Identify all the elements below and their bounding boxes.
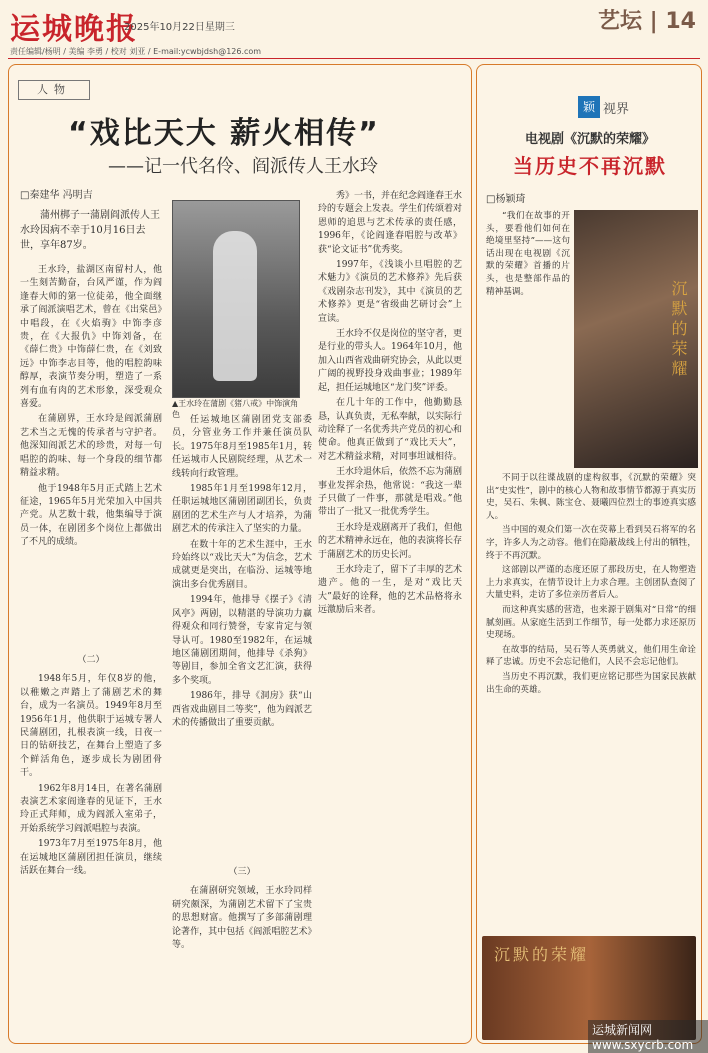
paragraph: 1986年，排导《洞房》获“山西省戏曲剧目二等奖”，他为阎派艺术的传播做出了重要贡献。	[172, 691, 312, 728]
paragraph: 在数十年的艺术生涯中，王水玲始终以“戏比天大”为信念，艺术成就更是突出，在临汾、运城等地演出多台优秀剧目。	[172, 539, 312, 590]
paragraph: 王水玲，盐湖区南留村人，他一生刻苦勤奋，台风严谨，作为阎逢春大师的第一位徒弟，他全面继承了阎派演唱艺术，曾在《出棠邑》中唱段，在《火焰驹》中饰李彦贵，在《大报仇》中饰刘备，在《薛仁贵》中饰薛仁贵，在《刘致远》中饰李志目等，他的唱腔韵味醇厚，表演节奏分明，塑造了一系列有血有肉的艺术形象，深受观众喜爱。	[20, 265, 162, 410]
paragraph: 1985年1月至1998年12月，任职运城地区蒲剧团副团长，负责剧团的艺术生产与人才培养，为蒲剧艺术的传承注入了坚实的力量。	[172, 484, 312, 535]
article-subtitle: ——记一代名伶、阎派传人王水玲	[108, 156, 378, 177]
article-column-1	[20, 264, 162, 644]
paragraph: 王水玲不仅是岗位的坚守者，更是行业的带头人。1964年10月，他加入山西省戏曲研究协会，从此以更广阔的视野投身戏曲事业；1989年起，担任运城地区“龙门奖”评委。	[318, 329, 462, 393]
side-column-body	[486, 472, 696, 932]
paragraph: 在蒲剧研究领域，王水玲同样研究颇深，为蒲剧艺术留下了宝贵的思想财富。他撰写了多部蒲剧理论著作，其中包括《阎派唱腔艺术》等。	[172, 886, 312, 951]
newspaper-logo: 运城晚报	[10, 12, 138, 47]
masthead	[0, 0, 708, 47]
side-column-top	[486, 210, 570, 466]
side-article-title: 电视剧《沉默的荣耀》	[524, 132, 655, 147]
section-number: （二）	[77, 655, 105, 665]
article-intro: 蒲州梆子一蒲剧阎派传人王水玲因病不幸于10月16日去世，享年87岁。	[20, 210, 160, 251]
paragraph: 王水玲走了，留下了丰厚的艺术遗产。他的一生，是对“戏比天大”最好的诠释，他的艺术品格将永远激励后来者。	[318, 564, 462, 616]
paragraph: 不同于以往谍战剧的虚构叙事，《沉默的荣耀》突出“史实性”，剧中的核心人物和故事情节都源于真实历史，吴石、朱枫、陈宝仓、聂曦四位烈士的事迹真实感人。	[486, 473, 696, 521]
paragraph: 1948年5月，年仅8岁的他，以稚嫩之声踏上了蒲剧艺术的舞台，成为一名演员。1949年8月至1956年1月，他供职于运城专署人民蒲剧团，扎根表演一线，日夜一日的钻研技艺，在舞台上塑造了多个鲜活角色，逐步成长为剧团骨干。	[20, 674, 162, 779]
paragraph: 1994年，他排导《摆子》《清风亭》两剧，以精湛的导演功力赢得观众和同行赞誉，专家肯定与领导认可。1980至1982年，在运城地区蒲剧团期间，他排导《杀狗》等剧目，参加全省文艺汇演，获得多个奖项。	[172, 595, 312, 686]
paragraph: 当历史不再沉默，我们更应铭记那些为国家民族献出生命的英雄。	[486, 671, 696, 695]
header-divider	[8, 58, 700, 59]
column-badge-icon: 颖	[578, 96, 600, 118]
paragraph: 在几十年的工作中，他勤勤恳恳，认真负责，无私奉献，以实际行动诠释了一名优秀共产党员的初心和使命。他真正做到了“戏比天大”，对艺术精益求精，对同事坦诚相待。	[318, 398, 462, 462]
column-tag: 人物	[18, 80, 90, 100]
paragraph: 王水玲退休后，依然不忘为蒲剧事业发挥余热，他常说：“我这一辈子只做了一件事，那就是唱戏。”他带出了一批又一批优秀学生。	[318, 467, 462, 518]
article-column-2	[172, 414, 312, 854]
side-article-byline: □杨颖琦	[486, 194, 526, 205]
article-byline: □秦建华 冯明吉	[20, 190, 93, 201]
paragraph: 他于1948年5月正式踏上艺术征途，1965年5月光荣加入中国共产党。从艺数十载，他集编导于演员一体，在剧团多个岗位上都做出了不凡的成绩。	[20, 483, 162, 548]
photo-caption: ▲王水玲在蒲剧《猪八戒》中饰演角色	[172, 399, 299, 419]
article-title: “戏比天大 薪火相传”	[68, 116, 380, 151]
paragraph: 任运城地区蒲剧团党支部委员，分管业务工作并兼任演员队长。1975年8月至1985年1月，转任运城市人民剧院经理，从艺术一线转向行政管理。	[172, 415, 312, 479]
poster-title: 沉默的荣耀	[669, 280, 688, 380]
paragraph: 1973年7月至1975年8月，他在运城地区蒲剧团担任演员，继续活跃在舞台一线。	[20, 839, 162, 877]
paragraph: 而这种真实感的营造，也来源于剧集对“日常”的细腻刻画。从家庭生活到工作细节，每一处都力求还原历史现场。	[486, 604, 696, 641]
article-column-2b	[172, 860, 312, 1038]
paragraph: 这部剧以严谨的态度还原了那段历史，在人物塑造上力求真实，在情节设计上力求合理。主创团队查阅了大量史料，走访了多位亲历者后人。	[486, 565, 696, 601]
section-number: （三）	[228, 867, 256, 877]
article-column-3	[318, 190, 462, 1038]
performer-figure	[213, 231, 257, 381]
paragraph: 1997年，《浅谈小旦唱腔的艺术魅力》《演员的艺术修养》先后获《戏剧杂志刊发》，其中《演员的艺术修养》更是“省级曲艺研讨会”上宣读。	[318, 260, 462, 324]
paragraph: 当中国的观众们第一次在荧幕上看到吴石将军的名字，许多人为之动容。他们在隐蔽战线上付出的牺牲，终于不再沉默。	[486, 525, 696, 561]
paragraph: 在蒲剧界，王水玲是阎派蒲剧艺术当之无愧的传承者与守护者。他深知阎派艺术的珍贵，对每一句唱腔的韵味、每一个身段的细节都精益求精。	[20, 414, 162, 479]
article-photo	[172, 200, 300, 398]
site-watermark: 运城新闻网 www.sxycrb.com	[588, 1020, 708, 1053]
drama-poster	[574, 210, 698, 468]
paragraph: “我们在故事的开头，要看他们如何在绝境里坚持”——这句话出现在电视剧《沉默的荣耀》首播的片头，也是整部作品的精神基调。	[486, 211, 570, 297]
side-article-subtitle: 当历史不再沉默	[513, 154, 667, 178]
paragraph: 在故事的结局，吴石等人英勇就义，他们用生命诠释了忠诚。历史不会忘记他们，人民不会忘记他们。	[486, 644, 696, 668]
paragraph: 王水玲是戏剧离开了我们，但他的艺术精神永远在，他的表演将长存于蒲剧艺术的历史长河。	[318, 522, 462, 560]
editor-credits: 责任编辑/杨明 / 美编 李勇 / 校对 刘亚 / E-mail:ycwbjdsh@126.com	[10, 47, 262, 56]
dateline: 2025年10月22日星期三	[124, 22, 235, 33]
article-column-1b	[20, 648, 162, 1038]
still-title: 沉默的荣耀	[494, 945, 590, 964]
column-badge-label: 视界	[603, 102, 630, 117]
section-title: 艺坛 | 14	[598, 9, 696, 34]
paragraph: 秀》一书，并在纪念阎逢春王水玲的专题会上发表。学生们传颂着对恩师的追思与艺术传承的责任感，1996年，《论阎逢春唱腔与改革》获“论文证书”优秀奖。	[318, 191, 462, 255]
paragraph: 1962年8月14日，在著名蒲剧表演艺术家阎逢春的见证下，王水玲正式拜师，成为阎派入室弟子，开始系统学习阎派唱腔与表演。	[20, 783, 162, 834]
